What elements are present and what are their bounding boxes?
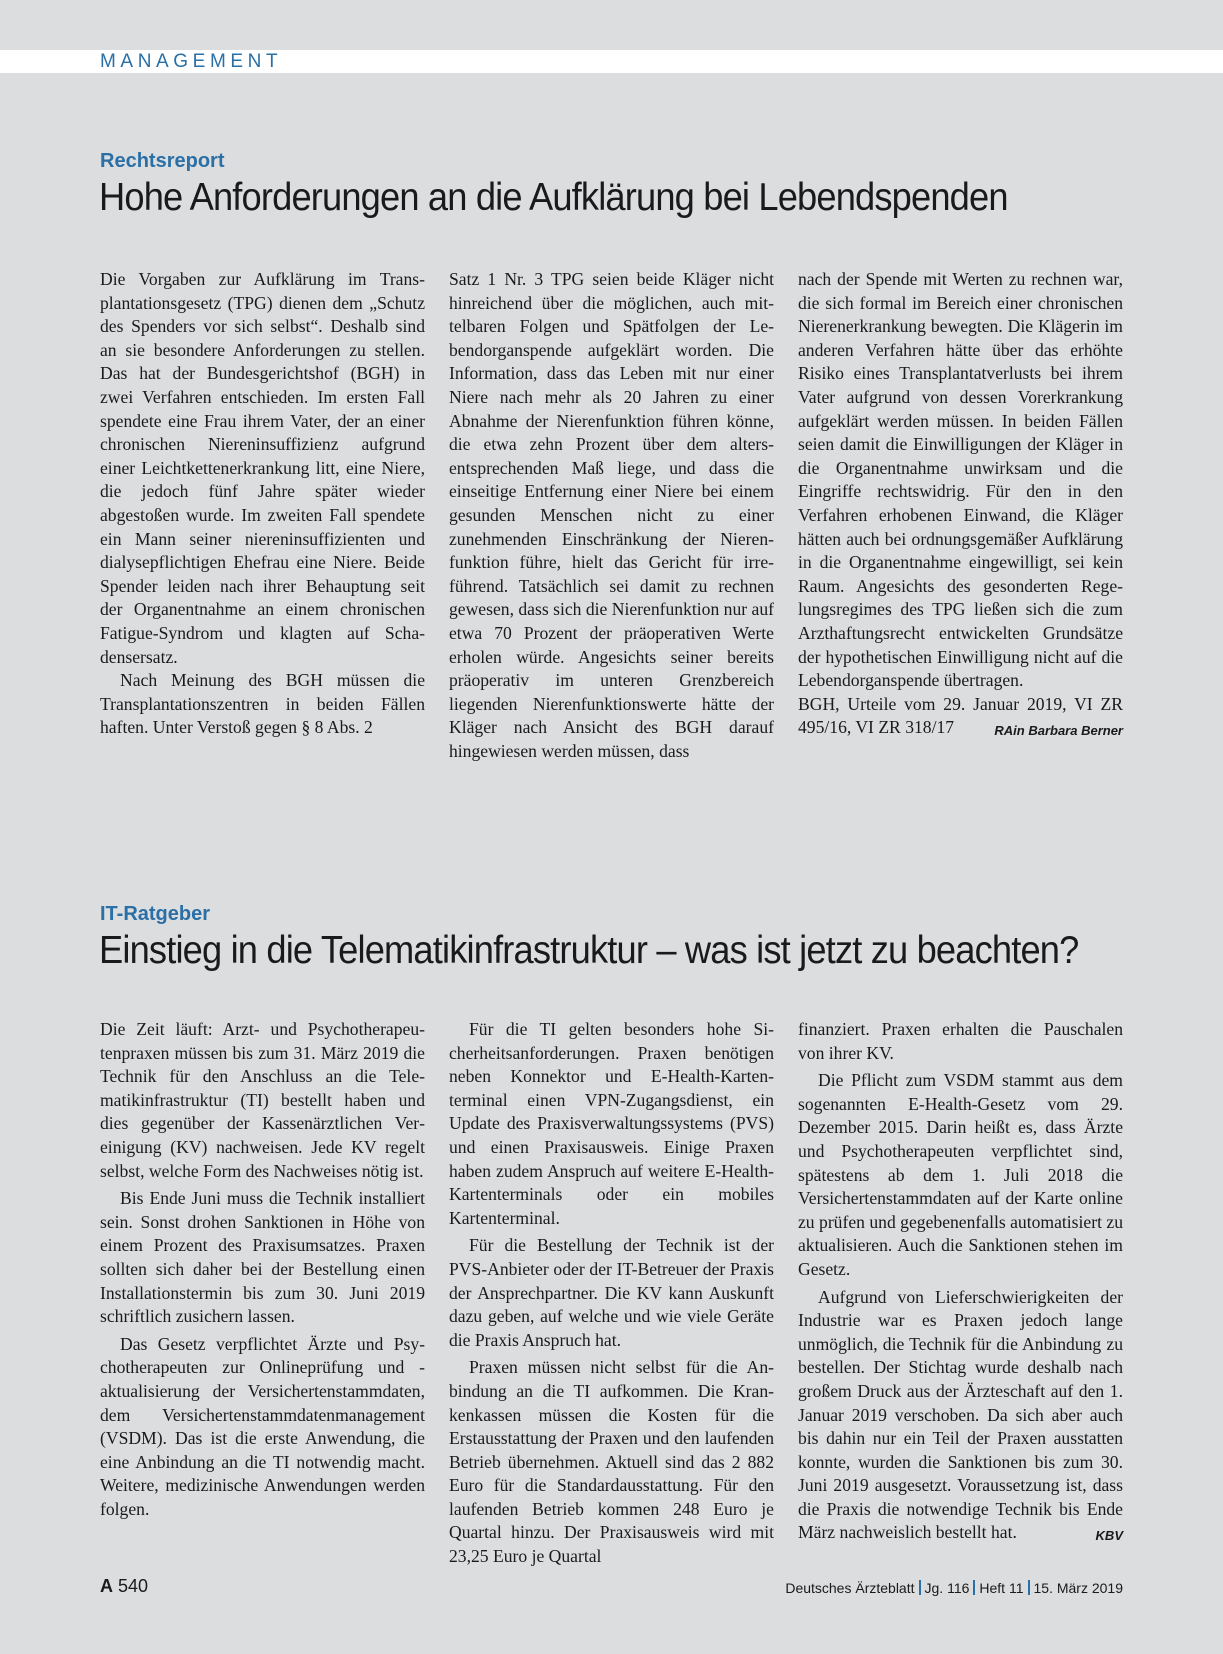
journal-info	[785, 1580, 1123, 1596]
paragraph: Das Gesetz verpflichtet Ärzte und Psychotherapeuten zur Onlineprüfung und -aktualisierung der Versichertenstammdaten, dem Versichertenstammdatenmanagement (VSDM). Das ist die erste Anwendung, die eine Anbindung an die TI notwendig macht. Weitere, medizinische Anwendungen werden folgen.	[100, 1333, 425, 1519]
article2-column-3	[798, 1018, 1123, 1548]
paragraph: Die Pflicht zum VSDM stammt aus dem sogenannten E-Health-Gesetz vom 29. Dezember 2015. Darin heißt es, dass Ärzte und Psychotherapeuten verpflichtet sind, spätestens ab dem 1. Juli 2018 die Versichertenstammdaten auf der Karte online zu prüfen und gegebenenfalls automatisiert zu aktualisieren. Auch die Sanktionen stehen im Gesetz.	[798, 1070, 1123, 1279]
journal-name: Deutsches Ärzteblatt	[785, 1580, 915, 1596]
separator	[973, 1580, 975, 1595]
page-number-value: 540	[118, 1576, 149, 1596]
article1-column-2	[449, 268, 774, 763]
paragraph: finanziert. Praxen erhalten die Pauschalen von ihrer KV.	[798, 1019, 1123, 1063]
article1-column-3	[798, 268, 1123, 743]
article1-title: Hohe Anforderungen an die Aufklärung bei Lebendspenden	[99, 176, 1008, 219]
section-label: MANAGEMENT	[100, 51, 283, 72]
paragraph: Satz 1 Nr. 3 TPG seien beide Kläger nicht hinreichend über die möglichen, auch mittelbaren Folgen und Spätfolgen der Lebendorganspende aufgeklärt worden. Die Information, dass das Leben mit nur einer Niere nach mehr als 20 Jahren zu einer Abnahme der Nierenfunktion führen könne, die etwa zehn Prozent über dem altersentsprechenden Maß liege, und dass die einseitige Entfernung einer Niere bei einem gesunden Menschen nicht zu einer zunehmenden Einschränkung der Nierenfunktion führe, hielt das Gericht für irreführend. Tatsächlich sei damit zu rechnen gewesen, dass sich die Nierenfunktion nur auf etwa 70 Prozent der präoperativen Werte erholen würde. Angesichts seiner bereits präoperativ im unteren Grenzbereich liegenden Nierenfunktionswerte hätte der Kläger nach Ansicht des BGH darauf hingewiesen werden müssen, dass	[449, 269, 774, 761]
paragraph-text: Aufgrund von Lieferschwierigkeiten der Industrie war es Praxen jedoch lange unmöglich, die Technik für die Anbindung zu bestellen. Der Stichtag wurde deshalb nach großem Druck aus der Ärzteschaft auf den 1. Januar 2019 verschoben. Da sich aber auch bis dahin nur ein Teil der Praxen ausstatten konnte, wurden die Sanktionen bis zum 30. Juni 2019 ausgesetzt. Voraussetzung ist, dass die Praxis die notwendige Technik bis Ende März nachweislich bestellt hat.	[798, 1286, 1123, 1543]
citation	[798, 693, 1123, 740]
author: KBV	[1095, 1528, 1123, 1544]
article1-column-1	[100, 268, 425, 740]
paragraph: Für die TI gelten besonders hohe Sicherheitsanforderungen. Praxen benötigen neben Konnektor und E-Health-Kartenterminal einen VPN-Zugangsdienst, ein Update des Praxisverwaltungssystems (PVS) und einen Praxisausweis. Einige Praxen haben zudem Anspruch auf weitere E-Health-Kartenterminals oder ein mobiles Kartenterminal.	[449, 1019, 774, 1228]
citation-text: BGH, Urteile vom 29. Januar 2019, VI ZR 495/16, VI ZR 318/17	[798, 693, 1123, 738]
volume: Jg. 116	[924, 1580, 970, 1596]
article1-kicker: Rechtsreport	[100, 150, 225, 172]
separator	[919, 1580, 921, 1595]
separator	[1028, 1580, 1030, 1595]
paragraph: Für die Bestellung der Technik ist der PVS-Anbieter oder der IT-Betreuer der Praxis der Ansprechpartner. Die KV kann Auskunft dazu geben, auf welche und wie viele Geräte die Praxis Anspruch hat.	[449, 1235, 774, 1350]
paragraph	[798, 1286, 1123, 1546]
page-prefix: A	[100, 1576, 113, 1596]
issue: Heft 11	[979, 1580, 1024, 1596]
article2-title: Einstieg in die Telematikinfrastruktur – was ist jetzt zu beachten?	[99, 929, 1079, 972]
paragraph: Bis Ende Juni muss die Technik installiert sein. Sonst drohen Sanktionen in Höhe von einem Prozent des Praxisumsatzes. Praxen sollten sich daher bei der Bestellung einen Installationstermin bis zum 30. Juni 2019 schriftlich zusichern lassen.	[100, 1188, 425, 1327]
author: RAin Barbara Berner	[994, 723, 1123, 739]
article2-column-2	[449, 1018, 774, 1569]
paragraph: nach der Spende mit Werten zu rechnen war, die sich formal im Bereich einer chronischen Nierenerkrankung bewegten. Die Klägerin im anderen Verfahren hätte über das erhöhte Risiko eines Transplantatverlusts bei ihrem Vater aufgrund von dessen Vorerkrankung aufgeklärt werden müssen. In beiden Fällen seien damit die Einwilligungen der Kläger in die Organentnahme unwirksam und die Eingriffe rechtswidrig. Für den in den Verfahren erhobenen Einwand, die Kläger hätten auch bei ordnungsgemäßer Aufklärung in die Organentnahme eingewilligt, sei kein Raum. Angesichts des gesonderten Regelungsregimes des TPG ließen sich die zum Arzthaftungsrecht entwickelten Grundsätze der hypothetischen Einwilligung nicht auf die Lebendorganspende übertragen.	[798, 269, 1123, 691]
article2-column-1	[100, 1018, 425, 1521]
article2-kicker: IT-Ratgeber	[100, 903, 211, 925]
top-band	[0, 0, 1223, 50]
paragraph: Nach Meinung des BGH müssen die Transplantationszentren in beiden Fällen haften. Unter Verstoß gegen § 8 Abs. 2	[100, 670, 425, 738]
page-number	[100, 1576, 148, 1597]
paragraph: Die Vorgaben zur Aufklärung im Transplantationsgesetz (TPG) dienen dem „Schutz des Spenders vor sich selbst“. Deshalb sind an sie besondere Anforderungen zu stellen. Das hat der Bundesgerichtshof (BGH) in zwei Verfahren entschieden. Im ersten Fall spendete eine Frau ihrem Vater, der an einer chronischen Niereninsuffizienz aufgrund einer Leichtkettenerkrankung litt, eine Niere, die jedoch fünf Jahre später wieder abgestoßen wurde. Im zweiten Fall spendete ein Mann seiner niereninsuffizienten und dialysepflichtigen Ehefrau eine Niere. Beide Spender leiden nach ihrer Behauptung seit der Organentnahme an einem chronischen Fatigue-Syndrom und klagten auf Schadensersatz.	[100, 269, 425, 667]
issue-date: 15. März 2019	[1033, 1580, 1123, 1596]
paragraph: Die Zeit läuft: Arzt- und Psychotherapeutenpraxen müssen bis zum 31. März 2019 die Technik für den Anschluss an die Telematikinfrastruktur (TI) bestellt haben und dies gegenüber der Kassenärztlichen Vereinigung (KV) nachweisen. Jede KV regelt selbst, welche Form des Nachweises nötig ist.	[100, 1019, 425, 1181]
paragraph: Praxen müssen nicht selbst für die Anbindung an die TI aufkommen. Die Krankenkassen müssen die Kosten für die Erstausstattung der Praxen und den laufenden Betrieb übernehmen. Aktuell sind das 2 882 Euro für die Standardausstattung. Für den laufenden Betrieb kommen 248 Euro je Quartal hinzu. Der Praxisausweis wird mit 23,25 Euro je Quartal	[449, 1357, 774, 1567]
